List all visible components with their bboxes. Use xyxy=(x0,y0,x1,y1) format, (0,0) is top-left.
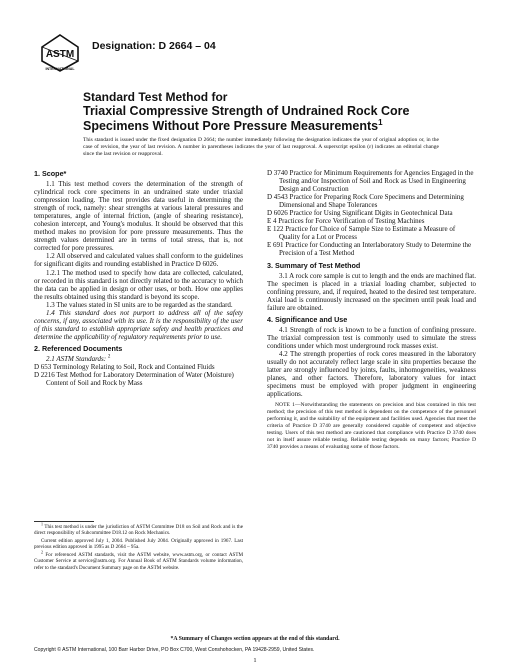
ref-item: D 4543 Practice for Preparing Rock Core Specimens and Determining Dimensional and Shape Tolerances xyxy=(267,193,464,210)
para-1-3: 1.3 The values stated in SI units are to be regarded as the standard. xyxy=(46,300,233,309)
scope-heading: 1. Scope* xyxy=(34,169,67,178)
footnote-2 xyxy=(34,549,243,571)
footnote-1-mark: 1 xyxy=(41,521,43,527)
para-2-1-mark: 2 xyxy=(107,354,111,360)
ref-item: D 653 Terminology Relating to Soil, Rock and Contained Fluids xyxy=(34,362,215,371)
title-line-2: Triaxial Compressive Strength of Undrained Rock Core xyxy=(83,104,410,118)
para-2-1-text: 2.1 ASTM Standards: xyxy=(46,354,107,363)
para-1-2: 1.2 All observed and calculated values shall conform to the guidelines for significant digits and rounding established in Practice D 6026. xyxy=(34,252,243,269)
para-3-1: 3.1 A rock core sample is cut to length and the ends are machined flat. The specimen is placed in a triaxial loading chamber, subjected to confining pressure, and, if required, heated to the desired test temperature. Axial load is continuously increased on the specimen until peak load and failure are obtained. xyxy=(267,271,476,312)
left-column xyxy=(34,169,243,387)
footnotes xyxy=(34,521,243,573)
ref-item: E 122 Practice for Choice of Sample Size to Estimate a Measure of Quality for a Lot or Process xyxy=(267,225,456,242)
para-1-2-1: 1.2.1 The method used to specify how data are collected, calculated, or recorded in this standard is not directly related to the accuracy to which the data can be applied in design or other uses, or both. How one applies the results obtained using this standard is beyond its scope. xyxy=(34,268,243,301)
logo-text: ASTM xyxy=(45,49,75,60)
astm-logo xyxy=(38,33,82,73)
footnote-2-mark: 2 xyxy=(41,549,43,555)
designation: Designation: D 2664 – 04 xyxy=(92,40,216,52)
summary-of-changes-note: *A Summary of Changes section appears at the end of this standard. xyxy=(170,636,340,642)
title-footnote-mark: 1 xyxy=(378,117,383,127)
referenced-docs-heading: 2. Referenced Documents xyxy=(34,343,123,353)
issuance-statement: This standard is issued under the fixed designation D 2664; the number immediately following the designation indicates the year of original adoption or, in the case of revision, the year of last revision. A number in parentheses indicates the year of last reapproval. A superscript epsilon (ε) indicates an editorial change since the last revision or reapproval. xyxy=(83,137,439,157)
significance-heading: 4. Significance and Use xyxy=(267,314,348,324)
title-line-3 xyxy=(83,119,463,134)
ref-item: E 691 Practice for Conducting an Interlaboratory Study to Determine the Precision of a Test Method xyxy=(267,241,472,258)
title-line-1: Standard Test Method for xyxy=(83,90,228,104)
footnote-rule xyxy=(34,521,94,522)
title-line-3-text: Specimens Without Pore Pressure Measurements xyxy=(83,119,379,133)
footnote-1 xyxy=(34,521,243,537)
para-2-1 xyxy=(34,355,243,363)
footnote-1-text: This test method is under the jurisdiction of ASTM Committee D18 on Soil and Rock and is the direct responsibility of Subcommittee D18.12 on Rock Mechanics. xyxy=(34,524,243,537)
ref-item: D 3740 Practice for Minimum Requirements for Agencies Engaged in the Testing and/or Inspection of Soil and Rock as Used in Engineering Design and Construction xyxy=(267,169,474,194)
para-1-1: 1.1 This test method covers the determination of the strength of cylindrical rock core specimens in an undrained state under triaxial compression loading. The test provides data useful in determining the strength of rock, namely: shear strengths at various lateral pressures and temperatures, angle of internal friction, (angle of shearing resistance), cohesion intercept, and Young's modulus. It should be observed that this method makes no provision for pore pressure measurements. Thus the strength values determined are in terms of total stress, that is, not corrected for pore pressures. xyxy=(34,180,243,253)
page-number: 1 xyxy=(253,657,257,664)
ref-item: E 4 Practices for Force Verification of Testing Machines xyxy=(267,217,425,226)
para-4-2: 4.2 The strength properties of rock cores measured in the laboratory usually do not accurately reflect large scale in situ properties because the latter are strongly influenced by joints, faults, inhomogeneities, weakness planes, and other factors. Therefore, laboratory values for intact specimens must be employed with proper judgment in engineering applications. xyxy=(267,349,476,399)
footnote-1-edition: Current edition approved July 1, 2004. Published July 2004. Originally approved in 1967. Last previous edition approved in 1995 as D 2664 – 95a. xyxy=(34,538,243,551)
footnote-2-text: For referenced ASTM standards, visit the ASTM website, www.astm.org, or contact ASTM Customer Service at service@astm.org. For Annual Book of ASTM Standards volume information, refer to the standard's Document Summary page on the ASTM website. xyxy=(34,552,243,571)
copyright: Copyright © ASTM International, 100 Barr Harbor Drive, PO Box C700, West Conshohocken, PA 19428-2959, United States. xyxy=(34,647,315,653)
para-4-1: 4.1 Strength of rock is known to be a function of confining pressure. The triaxial compression test is commonly used to simulate the stress conditions under which most underground rock masses exist. xyxy=(267,325,476,350)
summary-heading: 3. Summary of Test Method xyxy=(267,260,361,270)
ref-item: D 2216 Test Method for Laboratory Determination of Water (Moisture) Content of Soil and Rock by Mass xyxy=(34,371,234,388)
title-block xyxy=(83,90,463,134)
note-1: NOTE 1—Notwithstanding the statements on precision and bias contained in this test method; the precision of this test method is dependent on the competence of the personnel performing it, and the suitability of the equipment and facilities used. Agencies that meet the criteria of Practice D 3740 are generally considered capable of competent and objective testing. Users of this test method are cautioned that compliance with Practice D 3740 does not in itself assure reliable testing. Reliable testing depends on many factors; Practice D 3740 provides a means of evaluating some of those factors. xyxy=(267,402,476,450)
ref-item: D 6026 Practice for Using Significant Digits in Geotechnical Data xyxy=(267,209,453,218)
para-1-4: 1.4 This standard does not purport to address all of the safety concerns, if any, associated with its use. It is the responsibility of the user of this standard to establish appropriate safety and health practices and determine the applicability of regulatory requirements prior to use. xyxy=(34,308,243,341)
logo-subtext: INTERNATIONAL xyxy=(45,67,75,71)
right-column xyxy=(267,169,476,451)
